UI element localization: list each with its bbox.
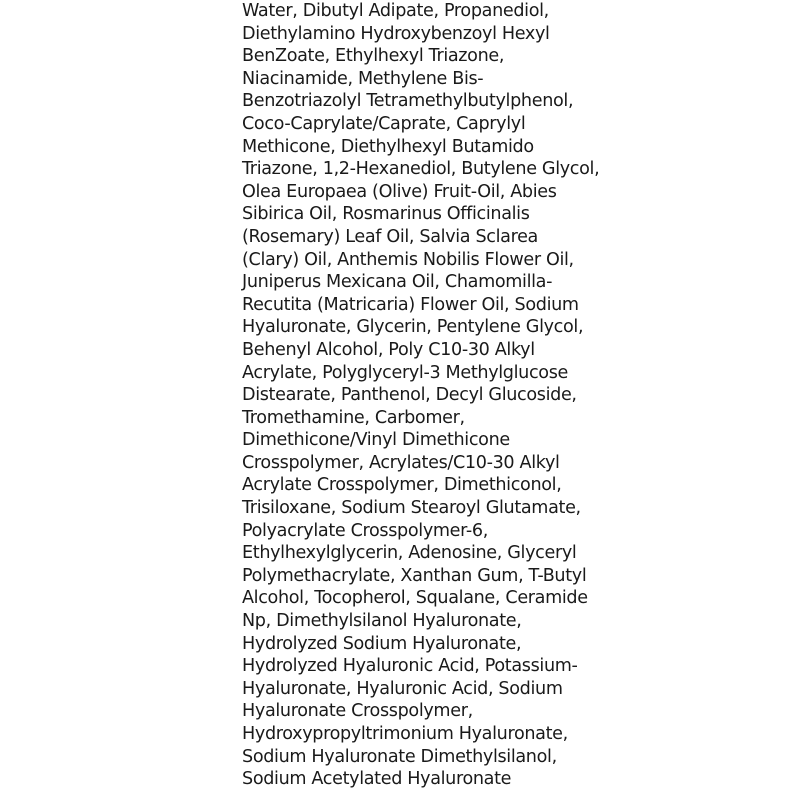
ingredient-line-21: Crosspolymer, Acrylates/C10-30 Alkyl [242,452,560,473]
ingredient-line-26: Polymethacrylate, Xanthan Gum, T-Butyl [242,565,587,586]
ingredient-line-30: Hydrolyzed Hyaluronic Acid, Potassium- [242,656,578,677]
ingredient-line-11: (Rosemary) Leaf Oil, Salvia Sclarea [242,226,538,247]
ingredient-line-8: Triazone, 1,2-Hexanediol, Butylene Glycol, [242,159,600,180]
ingredient-line-35: Sodium Acetylated Hyaluronate [242,769,512,790]
ingredient-line-7: Methicone, Diethylhexyl Butamido [242,136,534,157]
ingredient-line-16: Behenyl Alcohol, Poly C10-30 Alkyl [242,339,535,360]
ingredient-line-4: Niacinamide, Methylene Bis- [242,68,484,89]
ingredient-line-24: Polyacrylate Crosspolymer-6, [242,520,488,541]
ingredient-line-23: Trisiloxane, Sodium Stearoyl Glutamate, [242,498,581,519]
ingredient-line-25: Ethylhexylglycerin, Adenosine, Glyceryl [242,543,577,564]
ingredient-line-32: Hyaluronate Crosspolymer, [242,701,473,722]
ingredient-line-34: Sodium Hyaluronate Dimethylsilanol, [242,746,557,767]
ingredient-line-15: Hyaluronate, Glycerin, Pentylene Glycol, [242,317,584,338]
ingredient-line-29: Hydrolyzed Sodium Hyaluronate, [242,633,522,654]
ingredients-list [242,0,798,791]
ingredient-line-10: Sibirica Oil, Rosmarinus Officinalis [242,204,530,225]
ingredient-line-31: Hyaluronate, Hyaluronic Acid, Sodium [242,678,563,699]
ingredient-line-28: Np, Dimethylsilanol Hyaluronate, [242,611,522,632]
ingredient-line-9: Olea Europaea (Olive) Fruit-Oil, Abies [242,181,557,202]
ingredient-line-5: Benzotriazolyl Tetramethylbutylphenol, [242,91,574,112]
ingredient-line-20: Dimethicone/Vinyl Dimethicone [242,430,510,451]
ingredient-line-33: Hydroxypropyltrimonium Hyaluronate, [242,724,568,744]
ingredient-line-13: Juniperus Mexicana Oil, Chamomilla- [242,272,553,293]
ingredient-line-3: BenZoate, Ethylhexyl Triazone, [242,46,505,67]
ingredient-line-2: Diethylamino Hydroxybenzoyl Hexyl [242,23,550,44]
ingredient-line-14: Recutita (Matricaria) Flower Oil, Sodium [242,294,579,315]
ingredient-line-6: Coco-Caprylate/Caprate, Caprylyl [242,113,526,134]
ingredient-line-12: (Clary) Oil, Anthemis Nobilis Flower Oil, [242,249,574,270]
ingredient-line-27: Alcohol, Tocopherol, Squalane, Ceramide [242,588,588,609]
ingredient-line-17: Acrylate, Polyglyceryl-3 Methylglucose [242,362,568,383]
ingredient-line-1: Water, Dibutyl Adipate, Propanediol, [242,1,549,21]
ingredient-line-18: Distearate, Panthenol, Decyl Glucoside, [242,385,577,406]
ingredient-line-19: Tromethamine, Carbomer, [242,407,465,428]
ingredient-line-22: Acrylate Crosspolymer, Dimethiconol, [242,475,562,496]
